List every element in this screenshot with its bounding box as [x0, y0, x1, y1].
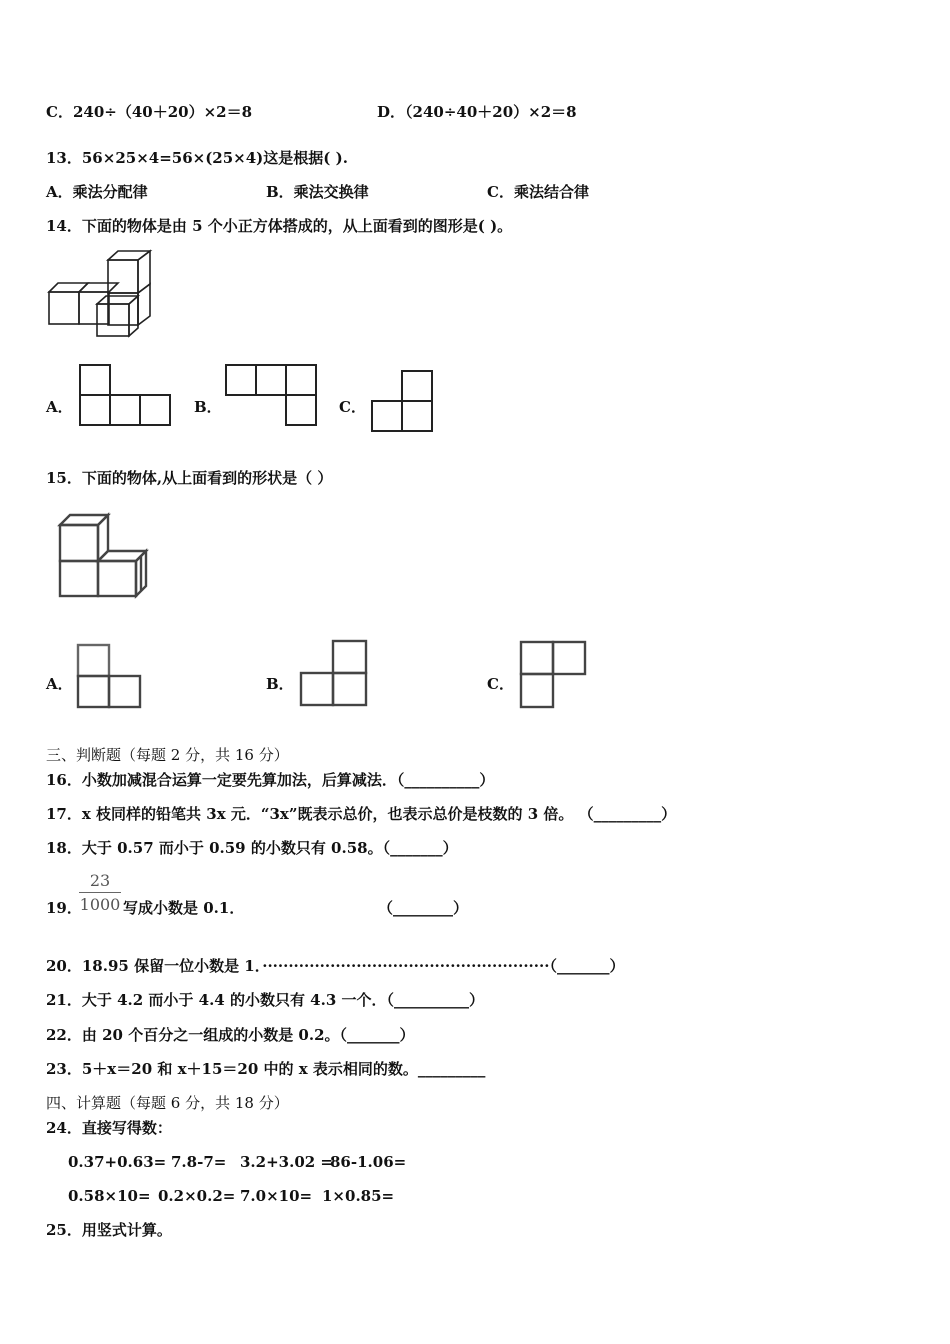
- q14-option-a-shape: [79, 364, 171, 426]
- q17: 17．x 枝同样的铅笔共 3x 元．“3x”既表示总价，也表示总价是枝数的 3 倍。 （_________）: [46, 805, 677, 823]
- q14-option-b: B．: [194, 398, 222, 416]
- q24-stem: 24．直接写得数：: [46, 1119, 172, 1137]
- q18: 18．大于 0.57 而小于 0.59 的小数只有 0.58。（_______）: [46, 839, 458, 857]
- q14-cube-figure: [46, 250, 156, 340]
- q15-option-c-shape: [520, 641, 586, 708]
- q24-item: 3.2+3.02 =: [240, 1153, 333, 1171]
- q14-option-a: A．: [46, 398, 73, 416]
- section-3-title: 三、判断题（每题 2 分，共 16 分）: [46, 746, 289, 764]
- q15-option-a-shape: [77, 644, 141, 708]
- q24-item: 0.2×0.2=: [158, 1187, 236, 1205]
- q15-cube-figure: [57, 512, 161, 598]
- q13-stem: 13．56×25×4=56×(25×4)这是根据( ).: [46, 149, 348, 167]
- q14-option-c-shape: [371, 370, 434, 432]
- q13-option-c: C．乘法结合律: [487, 183, 589, 201]
- q20: 20．18.95 保留一位小数是 1．·······················································（_______）: [46, 957, 625, 975]
- q19-number: 19．: [46, 899, 82, 917]
- q24-item: 7.8-7=: [171, 1153, 227, 1171]
- q19-fraction-bar: [79, 892, 121, 893]
- q24-item: 0.58×10=: [68, 1187, 151, 1205]
- q24-item: 7.0×10=: [240, 1187, 313, 1205]
- q19-fraction-numerator: 23: [89, 871, 111, 890]
- q19-text: 写成小数是 0.1．: [123, 899, 245, 917]
- q14-option-c: C．: [339, 398, 366, 416]
- q24-item: 1×0.85=: [322, 1187, 395, 1205]
- q25: 25．用竖式计算。: [46, 1221, 172, 1239]
- q19-fraction: [79, 871, 121, 914]
- q15-option-b-shape: [300, 640, 368, 706]
- q24-item: 86-1.06=: [330, 1153, 407, 1171]
- q13-option-b: B．乘法交换律: [266, 183, 369, 201]
- q15-option-a: A．: [46, 675, 73, 693]
- q14-stem: 14．下面的物体是由 5 个小正方体搭成的，从上面看到的图形是( )。: [46, 217, 513, 235]
- q15-option-c: C．: [487, 675, 514, 693]
- q13-option-a: A．乘法分配律: [46, 183, 148, 201]
- q15-option-b: B．: [266, 675, 294, 693]
- section-4-title: 四、计算题（每题 6 分，共 18 分）: [46, 1094, 289, 1112]
- q12-option-d: D．（240÷40＋20）×2＝8: [377, 103, 577, 121]
- q22: 22．由 20 个百分之一组成的小数是 0.2。（_______）: [46, 1026, 415, 1044]
- q12-option-c: C．240÷（40＋20）×2＝8: [46, 103, 253, 121]
- q16: 16．小数加减混合运算一定要先算加法，后算减法．（__________）: [46, 771, 495, 789]
- q21: 21．大于 4.2 而小于 4.4 的小数只有 4.3 一个．（__________）: [46, 991, 484, 1009]
- q15-stem: 15．下面的物体,从上面看到的形状是（ ）: [46, 469, 333, 487]
- q19-blank: （________）: [378, 899, 469, 917]
- q24-item: 0.37+0.63=: [68, 1153, 167, 1171]
- q23: 23．5＋x＝20 和 x＋15＝20 中的 x 表示相同的数。_________: [46, 1060, 486, 1078]
- q14-option-b-shape: [225, 364, 317, 426]
- q19-fraction-denominator: 1000: [79, 895, 121, 914]
